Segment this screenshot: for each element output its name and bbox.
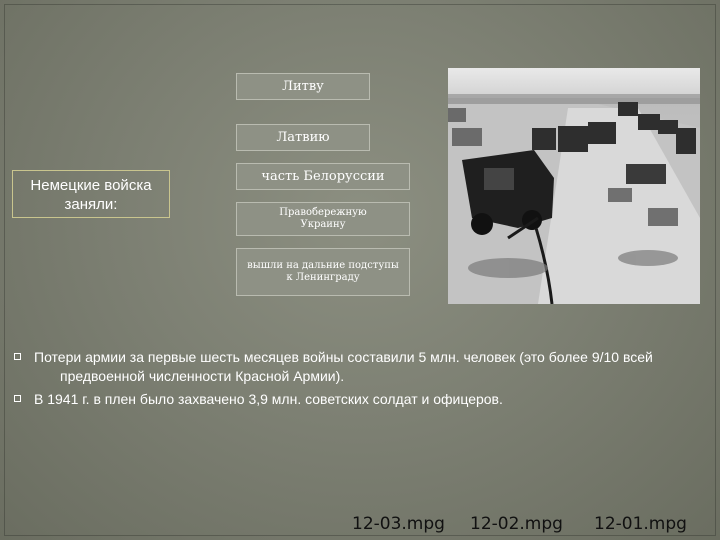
territory-box-latvia <box>236 124 370 151</box>
territory-label: Литву <box>282 78 324 94</box>
war-photo-image <box>448 68 700 304</box>
media-link-12-03[interactable]: 12-03.mpg <box>352 514 445 534</box>
territory-label: Латвию <box>276 129 330 145</box>
footer-media-links <box>352 514 720 540</box>
list-item <box>14 390 714 409</box>
bullet-list <box>14 348 714 409</box>
media-link-12-02[interactable]: 12-02.mpg <box>470 514 563 534</box>
bullet-text-continued: предвоенной численности Красной Армии). <box>60 368 345 384</box>
territory-box-belarus <box>236 163 410 190</box>
bullet-square-icon <box>14 353 21 360</box>
territory-label: часть Белоруссии <box>261 168 385 184</box>
occupied-label: Немецкие войска заняли: <box>30 177 152 213</box>
bullet-square-icon <box>14 395 21 402</box>
territory-label: вышли на дальние подступы к Ленинграду <box>247 260 399 283</box>
territory-box-leningrad <box>236 248 410 296</box>
list-item <box>14 348 714 386</box>
media-link-12-01[interactable]: 12-01.mpg <box>594 514 687 534</box>
bullet-text: Потери армии за первые шесть месяцев войны составили 5 млн. человек (это более 9/10 всей <box>34 349 653 365</box>
territory-box-lithuania <box>236 73 370 100</box>
territory-label: Правобережную Украину <box>279 207 367 230</box>
territory-box-ukraine <box>236 202 410 236</box>
occupied-label-box <box>12 170 170 218</box>
bullet-text: В 1941 г. в плен было захвачено 3,9 млн. советских солдат и офицеров. <box>34 391 503 407</box>
